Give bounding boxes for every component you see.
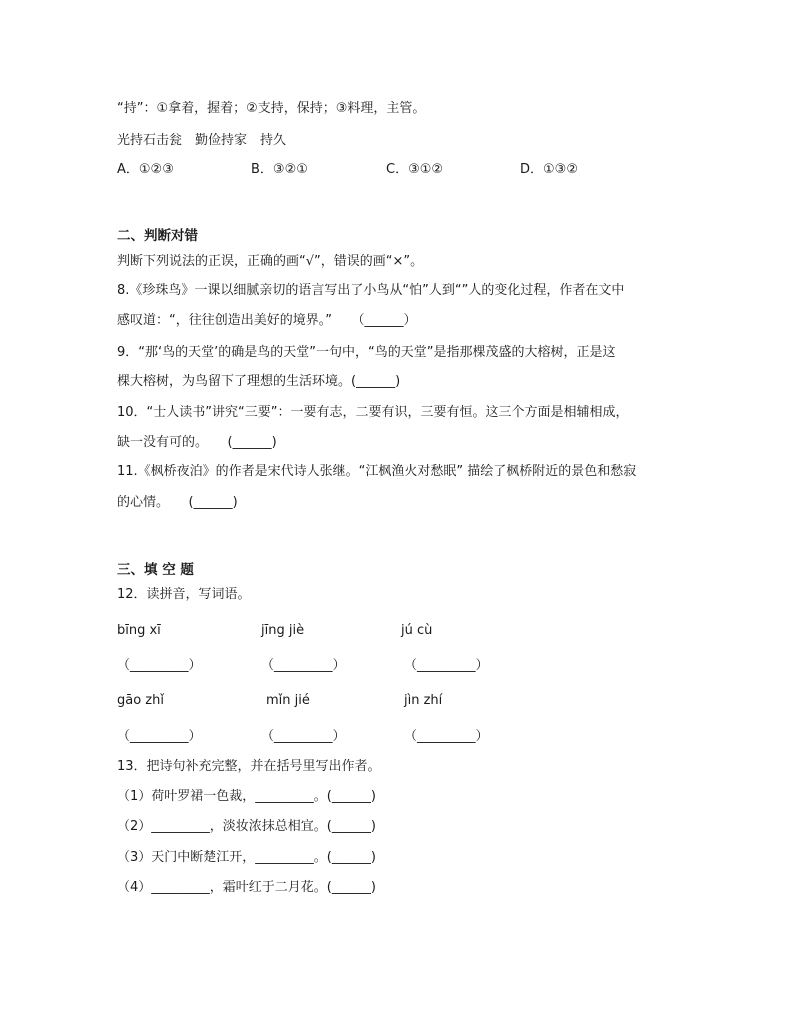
pinyin-3: jú cù xyxy=(401,623,433,638)
section3-heading: 三、填 空 题 xyxy=(117,562,194,578)
q13-item-2: （2）_________，淡妆浓抹总相宜。(______) xyxy=(117,819,376,834)
answer-blank-4[interactable]: （_________） xyxy=(117,729,202,744)
chi-words: 光持石击瓮 勤俭持家 持久 xyxy=(117,133,287,148)
q9-line1: 9．“那‘鸟的天堂’的确是鸟的天堂”一句中，“鸟的天堂”是指那棵茂盛的大榕树，正是这 xyxy=(117,345,616,360)
q13-item-1: （1）荷叶罗裙一色裁，_________。(______) xyxy=(117,789,376,804)
q13-item-4: （4）_________，霜叶红于二月花。(______) xyxy=(117,880,376,895)
pinyin-2: jīng jiè xyxy=(261,623,305,638)
q13-item-3: （3）天门中断楚江开，_________。(______) xyxy=(117,850,376,865)
answer-blank-2[interactable]: （_________） xyxy=(261,658,346,673)
answer-blank-1[interactable]: （_________） xyxy=(117,658,202,673)
q13-title: 13．把诗句补充完整，并在括号里写出作者。 xyxy=(117,759,381,774)
option-d: D．①③② xyxy=(520,162,578,177)
answer-blank-6[interactable]: （_________） xyxy=(404,729,489,744)
q9-line2: 棵大榕树，为鸟留下了理想的生活环境。(______) xyxy=(117,374,401,389)
pinyin-1: bīng xī xyxy=(117,623,161,638)
section2-heading: 二、判断对错 xyxy=(117,228,198,244)
q8-line1: 8.《珍珠鸟》一课以细腻亲切的语言写出了小鸟从“怕”人到“”人的变化过程，作者在文中 xyxy=(117,283,625,298)
pinyin-5: mǐn jié xyxy=(266,693,310,708)
q8-line2: 感叹道：“，往往创造出美好的境界。” （______） xyxy=(117,313,417,328)
option-a: A．①②③ xyxy=(117,162,174,177)
q10-line2: 缺一没有可的。 (______) xyxy=(117,435,277,450)
q12-title: 12．读拼音，写词语。 xyxy=(117,587,251,602)
q10-line1: 10．“士人读书”讲究“三要”：一要有志，二要有识，三要有恒。这三个方面是相辅相成， xyxy=(117,405,629,420)
section2-instruction: 判断下列说法的正误，正确的画“√”，错误的画“×”。 xyxy=(117,254,424,269)
chi-definition: “持”：①拿着，握着；②支持，保持；③料理，主管。 xyxy=(117,101,426,116)
option-c: C．③①② xyxy=(386,162,444,177)
pinyin-6: jìn zhí xyxy=(404,693,443,708)
answer-blank-3[interactable]: （_________） xyxy=(404,658,489,673)
q11-line1: 11.《枫桥夜泊》的作者是宋代诗人张继。“江枫渔火对愁眠” 描绘了枫桥附近的景色和愁寂 xyxy=(117,464,637,479)
answer-blank-5[interactable]: （_________） xyxy=(261,729,346,744)
pinyin-4: gāo zhǐ xyxy=(117,693,164,708)
q11-line2: 的心情。 (______) xyxy=(117,495,238,510)
option-b: B．③②① xyxy=(251,162,308,177)
